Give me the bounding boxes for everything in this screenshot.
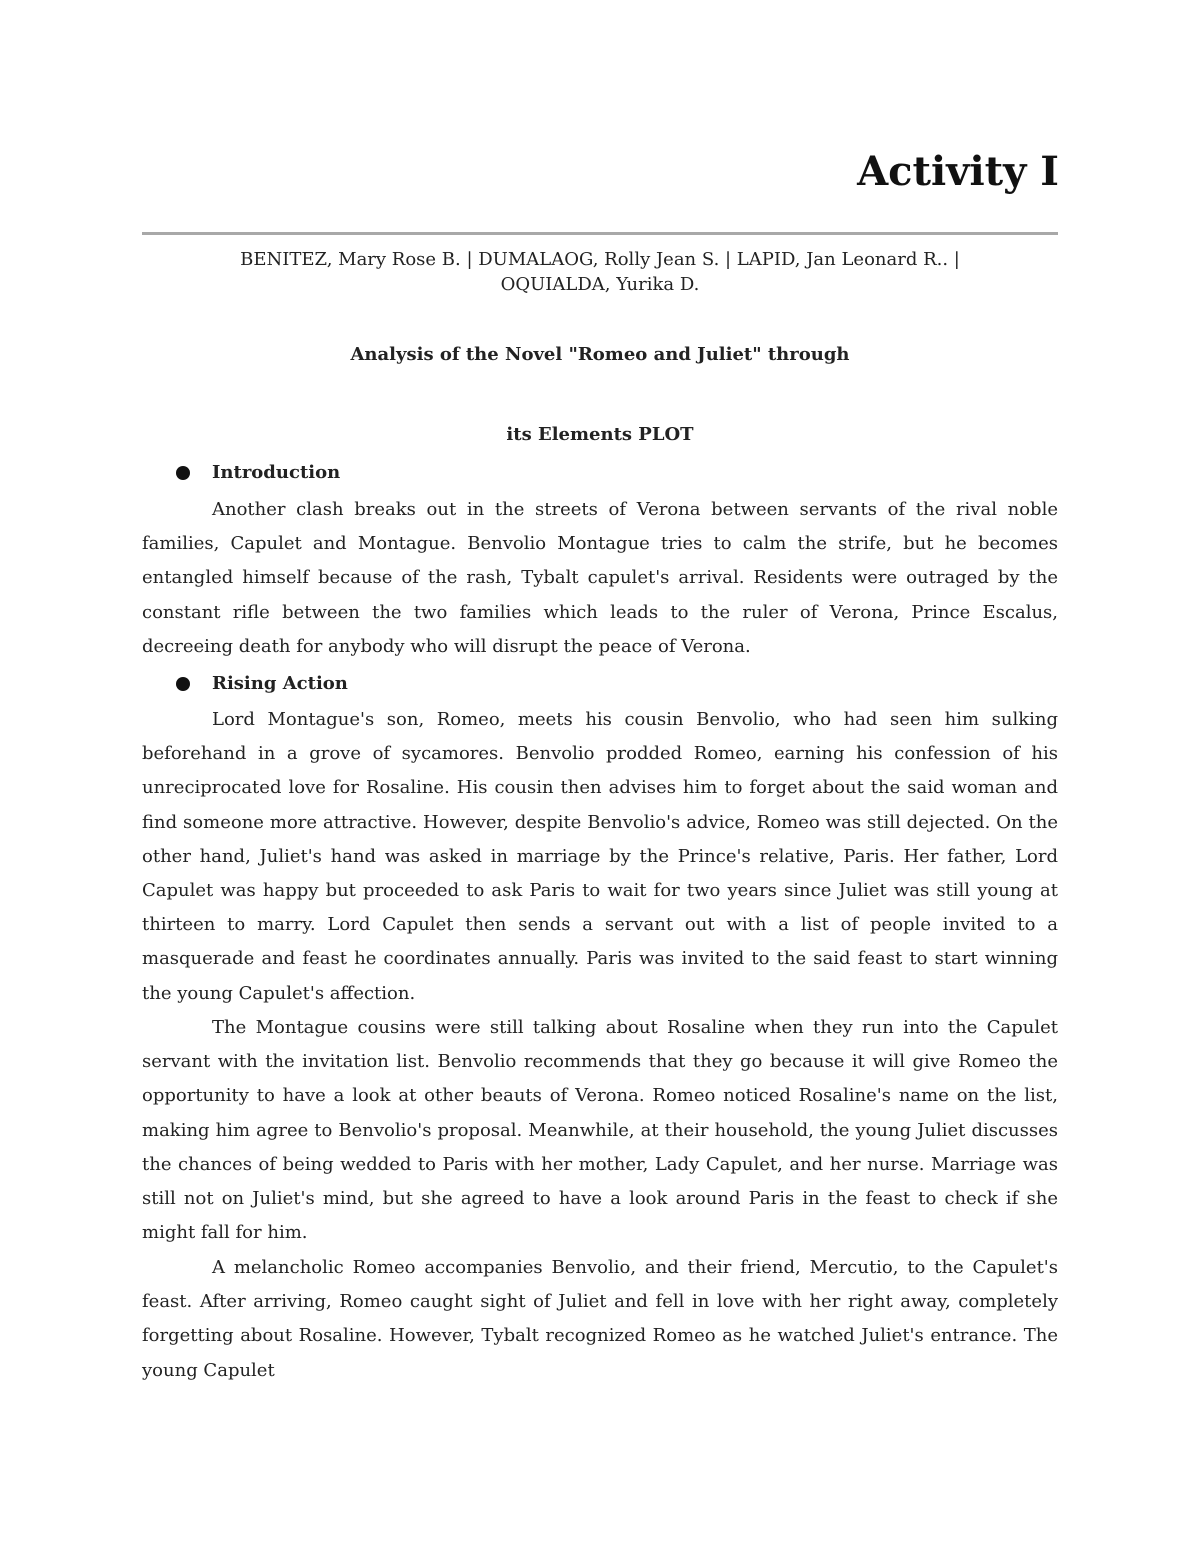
bullet-icon (176, 677, 190, 691)
title-divider (142, 232, 1058, 235)
paragraph-rising-action-3: A melancholic Romeo accompanies Benvolio, and their friend, Mercutio, to the Capulet's feast. After arriving, Romeo caught sight of Juliet and fell in love with her right away, completely forgetting about Rosaline. However, Tybalt recognized Romeo as he watched Juliet's entrance. The young Capulet (142, 1257, 1058, 1381)
analysis-title: Analysis of the Novel "Romeo and Juliet" through (350, 344, 850, 365)
paragraph-introduction: Another clash breaks out in the streets of Verona between servants of the rival noble families, Capulet and Montague. Benvolio Montague tries to calm the strife, but he becomes entangled himself because of the rash, Tybalt capulet's arrival. Residents were outraged by the constant rifle between the two families which leads to the ruler of Verona, Prince Escalus, decreeing death for anybody who will disrupt the peace of Verona. (142, 499, 1058, 657)
page-title: Activity I (857, 148, 1059, 195)
heading-rising-action (176, 671, 348, 697)
heading-introduction (176, 460, 340, 486)
paragraph-rising-action-2: The Montague cousins were still talking about Rosaline when they run into the Capulet servant with the invitation list. Benvolio recommends that they go because it will give Romeo the opportunity to have a look at other beauts of Verona. Romeo noticed Rosaline's name on the list, making him agree to Benvolio's proposal. Meanwhile, at their household, the young Juliet discusses the chances of being wedded to Paris with her mother, Lady Capulet, and her nurse. Marriage was still not on Juliet's mind, but she agreed to have a look around Paris in the feast to check if she might fall for him. (142, 1017, 1058, 1244)
heading-label: Rising Action (212, 673, 348, 694)
heading-label: Introduction (212, 462, 341, 483)
paragraph-rising-action-1: Lord Montague's son, Romeo, meets his cousin Benvolio, who had seen him sulking beforehand in a grove of sycamores. Benvolio prodded Romeo, earning his confession of his unreciprocated love for Rosaline. His cousin then advises him to forget about the said woman and find someone more attractive. However, despite Benvolio's advice, Romeo was still dejected. On the other hand, Juliet's hand was asked in marriage by the Prince's relative, Paris. Her father, Lord Capulet was happy but proceeded to ask Paris to wait for two years since Juliet was still young at thirteen to marry. Lord Capulet then sends a servant out with a list of people invited to a masquerade and feast he coordinates annually. Paris was invited to the said feast to start winning the young Capulet's affection. (142, 709, 1058, 1004)
section-title: its Elements PLOT (506, 424, 694, 445)
author-line-1: BENITEZ, Mary Rose B. | DUMALAOG, Rolly Jean S. | LAPID, Jan Leonard R.. | (240, 249, 960, 270)
bullet-icon (176, 466, 190, 480)
author-line-2: OQUIALDA, Yurika D. (500, 274, 700, 295)
author-list (142, 247, 1058, 297)
